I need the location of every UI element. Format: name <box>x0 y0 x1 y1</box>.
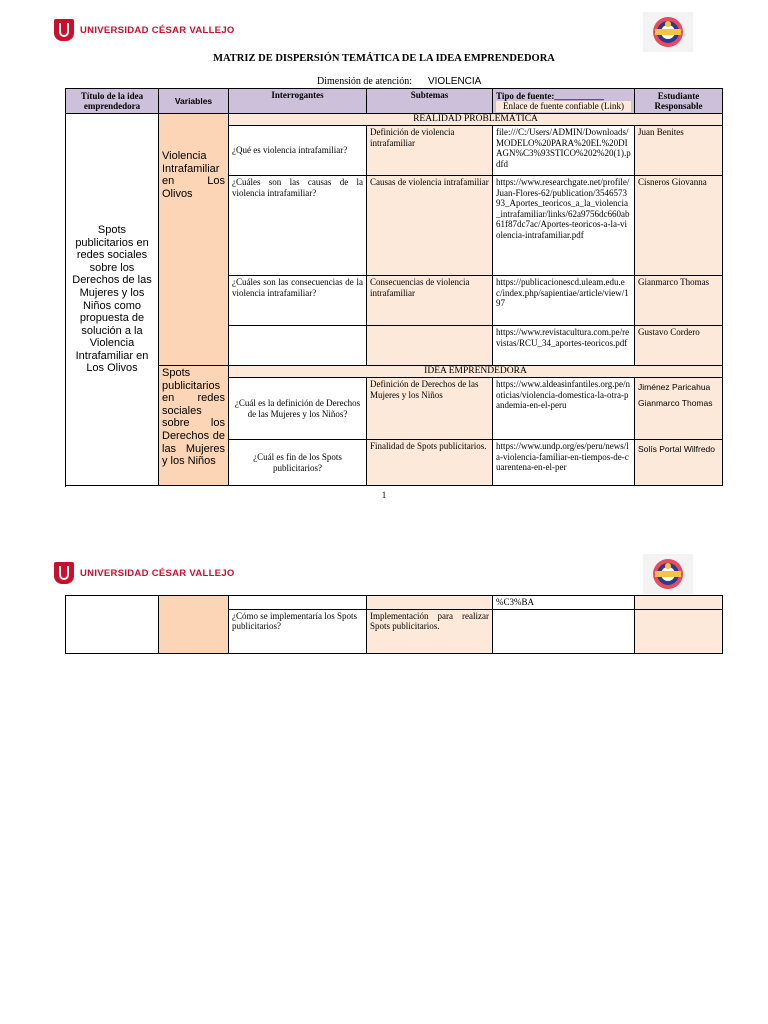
subtopic-cell <box>367 326 493 366</box>
source-link-label: Enlace de fuente confiable (Link) <box>496 101 631 112</box>
university-name: UNIVERSIDAD CÉSAR VALLEJO <box>80 24 235 36</box>
student-cell: Jiménez Paricahua Gianmarco Thomas <box>635 378 723 440</box>
col-header-variables: Variables <box>159 89 229 114</box>
emblem-seal-icon <box>643 554 693 594</box>
question-cell: ¿Cómo se implementaría los Spots publicitarios? <box>229 609 367 653</box>
subtopic-cell: Implementación para realizar Spots publicitarios. <box>367 609 493 653</box>
student-cell <box>635 609 723 653</box>
subtopic-cell: Causas de violencia intrafamiliar <box>367 176 493 276</box>
subtopic-cell: Definición de violencia intrafamiliar <box>367 126 493 176</box>
source-link-cell: https://publicacionescd.uleam.edu.ec/index.php/sapientiae/article/view/197 <box>493 276 635 326</box>
variable-cell <box>159 596 229 654</box>
university-logo <box>54 19 235 41</box>
col-header-source <box>493 89 635 114</box>
variable-spots: Spots publicitarios en redes sociales sobre los Derechos de las Mujeres y los Niños <box>159 366 229 486</box>
section-idea-emprendedora: IDEA EMPRENDEDORA <box>229 366 723 378</box>
section-realidad-problematica: REALIDAD PROBLEMÁTICA <box>229 114 723 126</box>
col-header-subtopics: Subtemas <box>367 89 493 114</box>
subtopic-cell: Finalidad de Spots publicitarios. <box>367 440 493 486</box>
student-cell <box>635 596 723 610</box>
question-cell: ¿Cuáles son las causas de la violencia intrafamiliar? <box>229 176 367 276</box>
dimension-label: Dimensión de atención: <box>317 76 412 87</box>
source-link-cell: https://www.aldeasinfantiles.org.pe/noticias/violencia-domestica-la-otra-pandemia-en-el-peru <box>493 378 635 440</box>
university-name: UNIVERSIDAD CÉSAR VALLEJO <box>80 567 235 579</box>
student-cell: Gustavo Cordero <box>635 326 723 366</box>
subtopic-cell: Consecuencias de violencia intrafamiliar <box>367 276 493 326</box>
source-link-cell <box>493 609 635 653</box>
question-cell <box>229 326 367 366</box>
table-row <box>66 596 723 610</box>
university-logo <box>54 562 235 584</box>
subtopic-cell <box>367 596 493 610</box>
page-number: 1 <box>381 490 387 500</box>
subtopic-cell: Definición de Derechos de las Mujeres y los Niños <box>367 378 493 440</box>
col-header-student: Estudiante Responsable <box>635 89 723 114</box>
attention-dimension <box>317 76 481 87</box>
source-link-cell: https://www.undp.org/es/peru/news/la-violencia-familiar-en-tiempos-de-cuarentena-en-el-per <box>493 440 635 486</box>
thematic-matrix-table <box>65 88 723 486</box>
question-cell <box>229 596 367 610</box>
question-cell: ¿Cuáles son las consecuencias de la violencia intrafamiliar? <box>229 276 367 326</box>
emblem-seal-icon <box>643 12 693 52</box>
col-header-title: Título de la idea emprendedora <box>66 89 159 114</box>
idea-title-cell: Spots publicitarios en redes sociales sobre los Derechos de las Mujeres y los Niños como propuesta de solución a la Violencia Intrafamiliar en Los Olivos <box>66 114 159 486</box>
col-header-questions: Interrogantes <box>229 89 367 114</box>
university-shield-icon <box>54 19 74 41</box>
student-cell: Solís Portal Wilfredo <box>635 440 723 486</box>
page-title: MATRIZ DE DISPERSIÓN TEMÁTICA DE LA IDEA EMPRENDEDORA <box>213 53 555 64</box>
variable-violencia: Violencia Intrafamiliar en Los Olivos <box>159 114 229 366</box>
source-link-cell: file:///C:/Users/ADMIN/Downloads/MODELO%20PARA%20EL%20DIAGN%C3%93STICO%202%20(1).pdfd <box>493 126 635 176</box>
student-cell: Juan Benites <box>635 126 723 176</box>
idea-title-cell <box>66 596 159 654</box>
question-cell: ¿Cuál es la definición de Derechos de las Mujeres y los Niños? <box>229 378 367 440</box>
thematic-matrix-table-continued <box>65 595 723 654</box>
source-link-cell: https://www.researchgate.net/profile/Juan-Flores-62/publication/354657393_Aportes_teoricos_a_la_violencia_intrafamiliar/links/62a9756dc660ab61f87dc7ac/Aportes-teoricos-a-la-violencia-intrafamiliar.pdf <box>493 176 635 276</box>
question-cell: ¿Qué es violencia intrafamiliar? <box>229 126 367 176</box>
university-shield-icon <box>54 562 74 584</box>
question-cell: ¿Cuál es fin de los Spots publicitarios? <box>229 440 367 486</box>
dimension-value: VIOLENCIA <box>427 76 482 87</box>
student-cell: Gianmarco Thomas <box>635 276 723 326</box>
source-type-label: Tipo de fuente:___________ <box>496 90 604 101</box>
student-cell: Cisneros Giovanna <box>635 176 723 276</box>
source-link-cell: %C3%BA <box>493 596 635 610</box>
source-link-cell: https://www.revistacultura.com.pe/revistas/RCU_34_aportes-teoricos.pdf <box>493 326 635 366</box>
